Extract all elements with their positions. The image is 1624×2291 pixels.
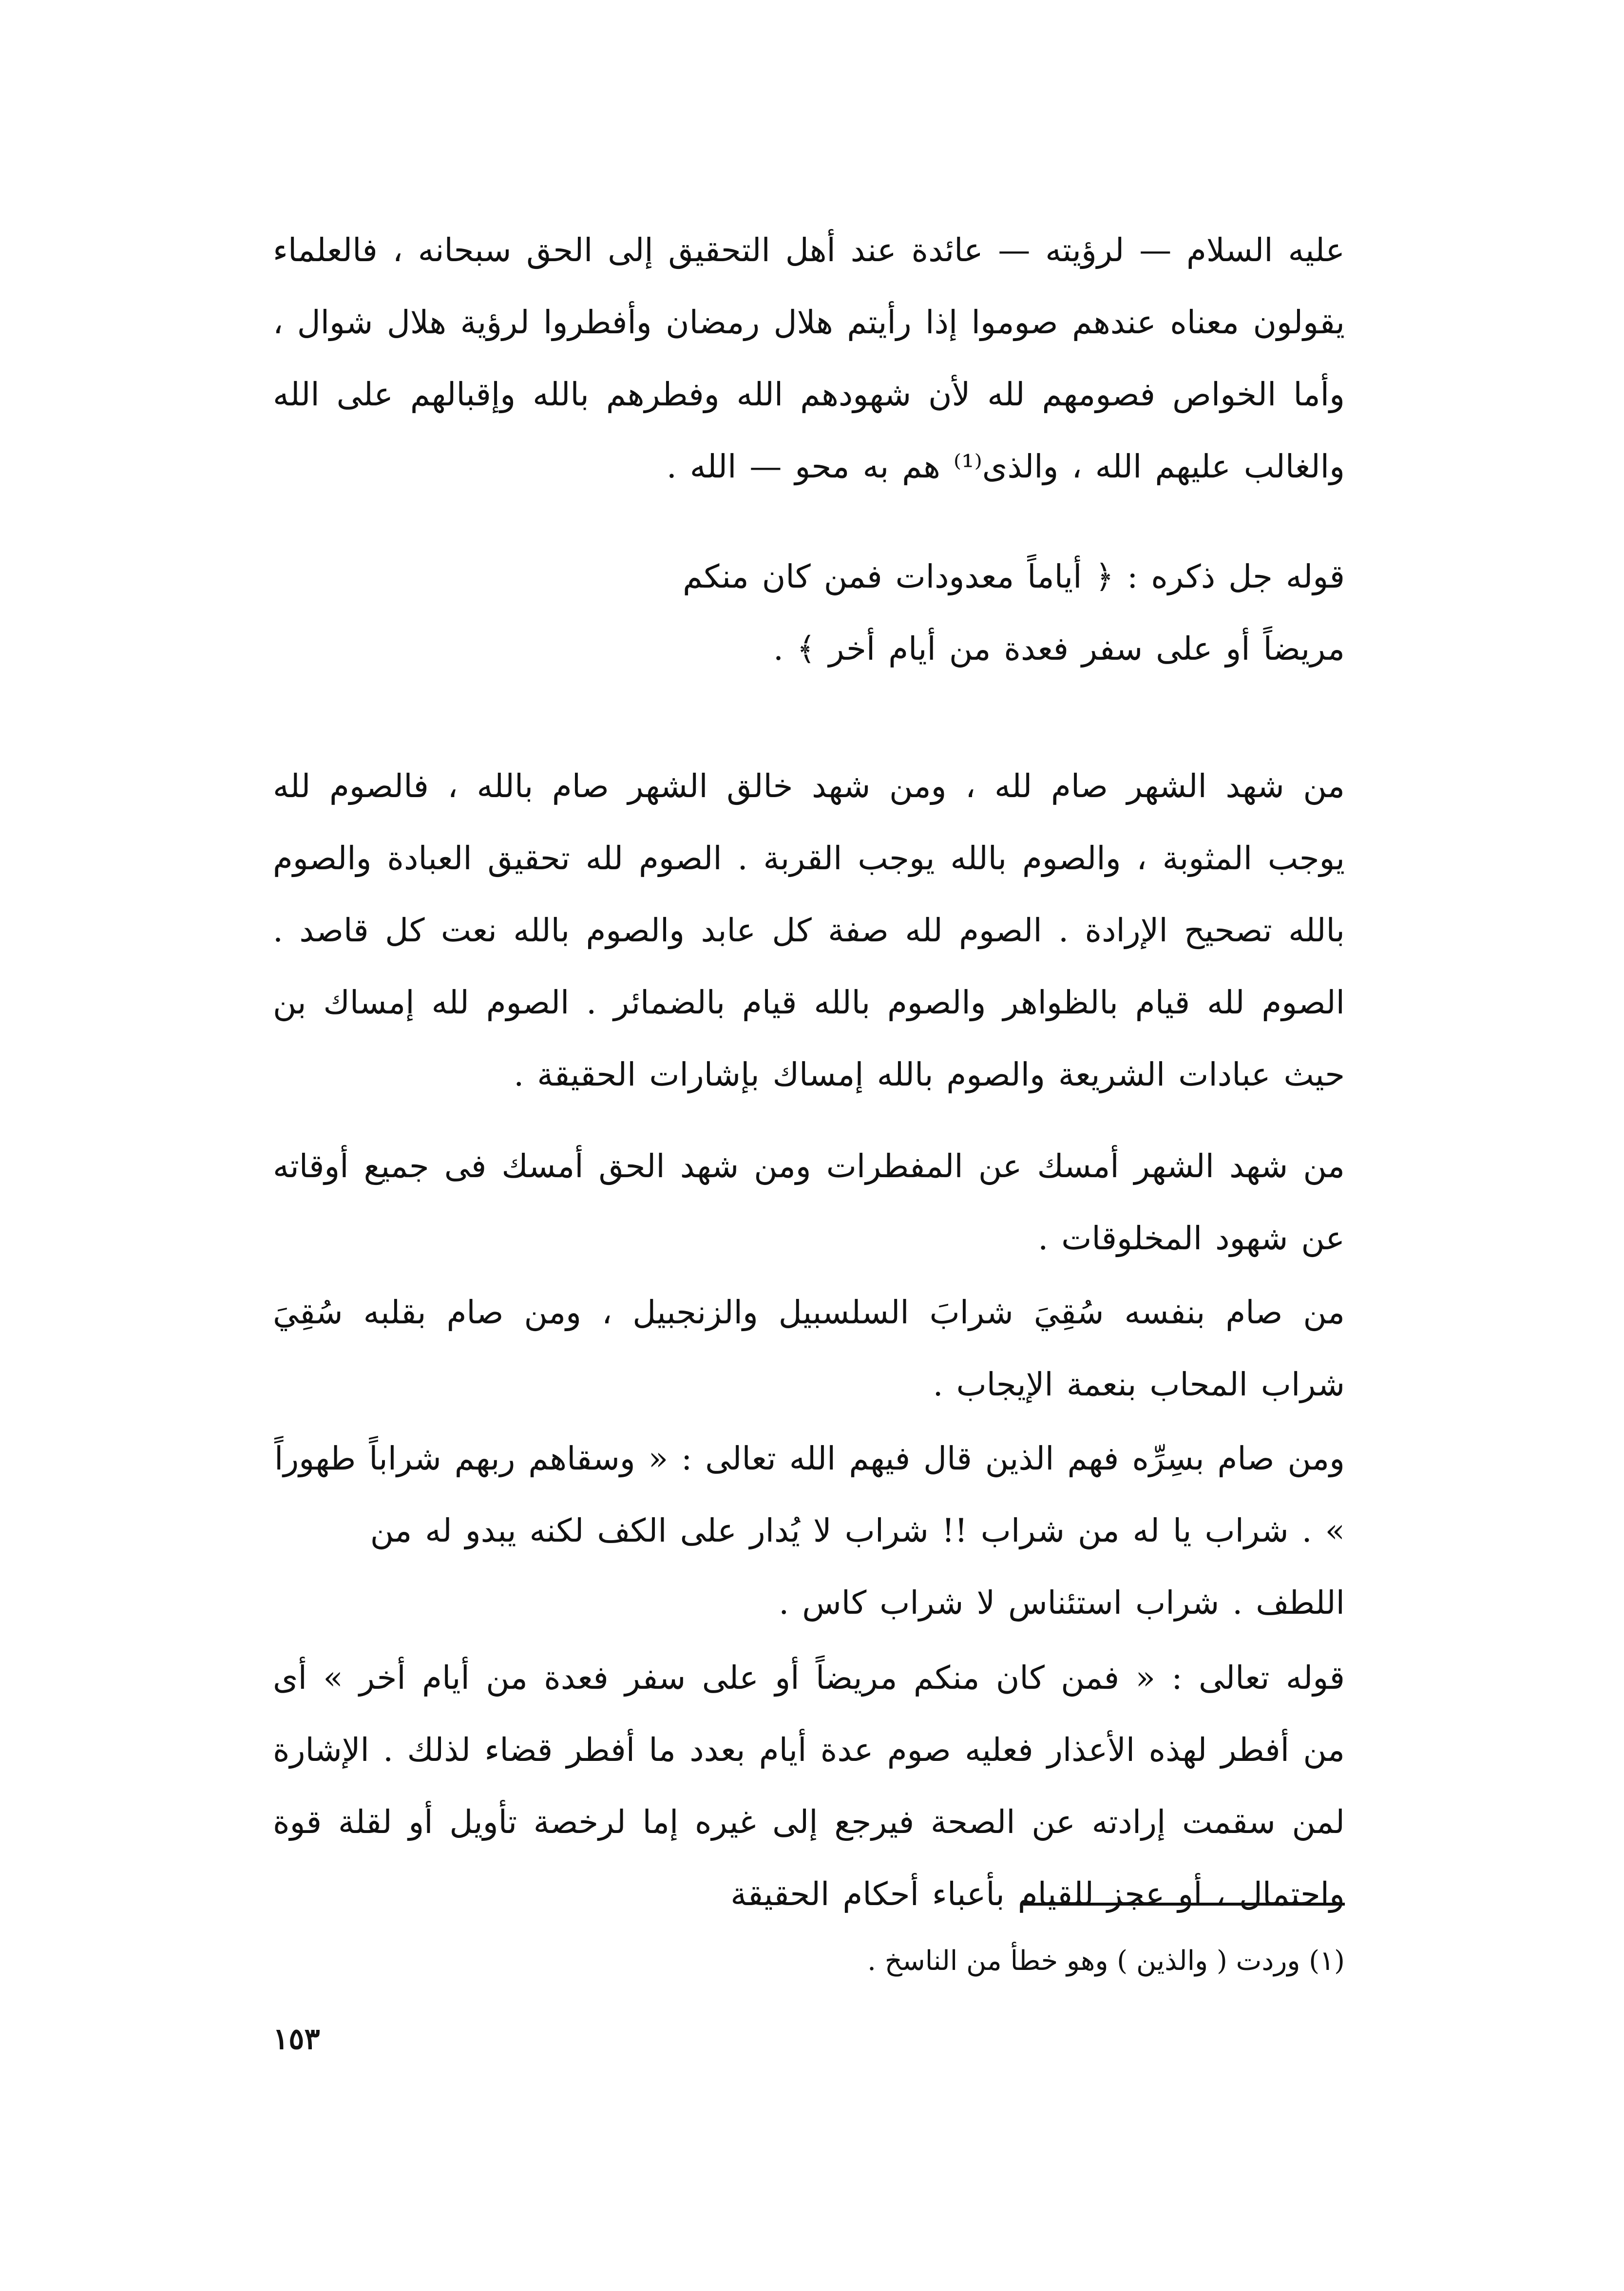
paragraph-text: قوله جل ذكره : ﴿ أياماً معدودات فمن كان منكم مريضاً أو على سفر فعدة من أيام أخر ﴾ .: [683, 558, 1345, 668]
paragraph-text: من شهد الشهر أمسك عن المفطرات ومن شهد الحق أمسك فى جميع أوقاته عن شهود المخلوقات .: [273, 1147, 1345, 1257]
paragraph-text: من شهد الشهر صام لله ، ومن شهد خالق الشهر صام بالله ، فالصوم لله يوجب المثوبة ، والصوم بالله يوجب القربة . الصوم لله تحقيق العبادة والصوم بالله تصحيح الإرادة . الصوم لله صفة كل عابد والصوم بالله نعت كل قاصد . الصوم لله قيام بالظواهر والصوم بالله قيام بالضمائر . الصوم لله إمساك بن حيث عبادات الشريعة والصوم بالله إمساك بإشارات الحقيقة .: [273, 767, 1345, 1093]
paragraph-text: عليه السلام — لرؤيته — عائدة عند أهل التحقيق إلى الحق سبحانه ، فالعلماء يقولون معناه عندهم صوموا إذا رأيتم هلال رمضان وأفطروا لرؤية هلال شوال ، وأما الخواص فصومهم لله لأن شهودهم الله وفطرهم بالله وإقبالهم على الله والغالب عليهم الله ، والذى⁽¹⁾ هم به محو — الله .: [273, 231, 1345, 485]
page-number: ١٥٣: [273, 2022, 320, 2056]
paragraph-fasting-for-god: [273, 750, 1345, 1111]
paragraph-text: من صام بنفسه سُقِيَ شرابَ السلسبيل والزنجبيل ، ومن صام بقلبه سُقِيَ شراب المحاب بنعمة الإيجاب .: [273, 1294, 1345, 1403]
paragraph-verse-commentary: [273, 1642, 1345, 1930]
paragraph-text: ومن صام بسِرِّه فهم الذين قال فيهم الله تعالى : « وسقاهم ربهم شراباً طهوراً » . شراب يا له من شراب !! شراب لا يُدار على الكف لكنه يبدو له من اللطف . شراب استئناس لا شراب كاس .: [274, 1440, 1345, 1622]
paragraph-fasting-secret: [273, 1423, 1345, 1639]
paragraph-witnessing-month: [273, 1130, 1345, 1275]
paragraph-sufi-scholars: [273, 214, 1345, 503]
paragraph-text: قوله تعالى : « فمن كان منكم مريضاً أو على سفر فعدة من أيام أخر » أى من أفطر لهذه الأعذار فعليه صوم عدة أيام بعدد ما أفطر قضاء لذلك . الإشارة لمن سقمت إرادته عن الصحة فيرجع إلى غيره إما لرخصة تأويل أو لقلة قوة واحتمال ، أو عجز للقيام بأعباء أحكام الحقيقة: [273, 1659, 1345, 1913]
footnote-divider: [1023, 1903, 1345, 1906]
paragraph-fasting-self-heart: [273, 1277, 1345, 1421]
footnote: (١) وردت ( والذين ) وهو خطأ من الناسخ .: [867, 1945, 1345, 1977]
quran-verse-quote: [614, 541, 1345, 685]
